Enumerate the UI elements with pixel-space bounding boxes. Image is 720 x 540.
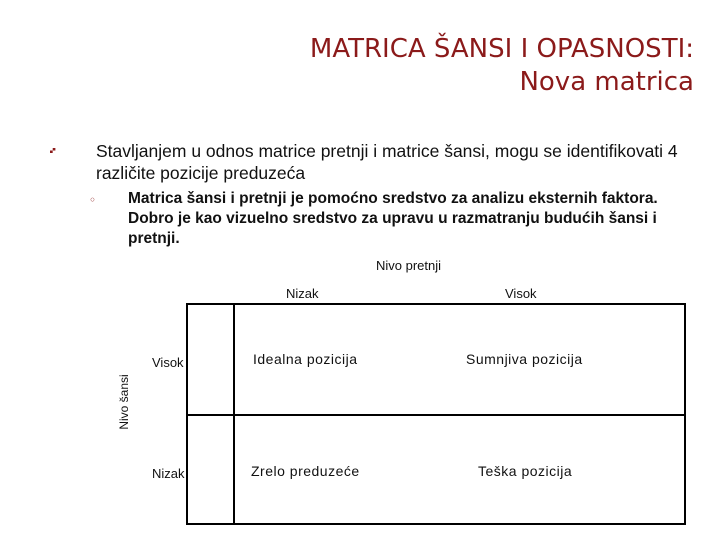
title-line-2: Nova matrica xyxy=(519,67,694,97)
bullet-text-level-1: Stavljanjem u odnos matrice pretnji i matrice šansi, mogu se identifikovati 4 različite pozicije preduzeća xyxy=(96,141,678,183)
page-title xyxy=(94,33,694,99)
x-axis-title: Nivo pretnji xyxy=(376,258,442,273)
title-line-1: MATRICA ŠANSI I OPASNOSTI: xyxy=(309,34,694,64)
bullet-icon: 🙾 xyxy=(50,146,56,156)
matrix-horizontal-divider xyxy=(186,414,686,416)
circle-bullet-icon: ◦ xyxy=(89,193,97,207)
x-high-label: Visok xyxy=(505,286,537,301)
cell-top-right: Sumnjiva pozicija xyxy=(466,351,583,367)
x-low-label: Nizak xyxy=(286,286,319,301)
cell-top-left: Idealna pozicija xyxy=(253,351,358,367)
cell-bottom-right: Teška pozicija xyxy=(478,463,573,479)
y-low-label: Nizak xyxy=(152,466,185,481)
y-high-label: Visok xyxy=(152,355,184,370)
bullet-text-level-2: Matrica šansi i pretnji je pomoćno sredstvo za analizu eksternih faktora. Dobro je kao vizuelno sredstvo za upravu u razmatranju budućih šansi i pretnji. xyxy=(128,190,658,247)
cell-bottom-left: Zrelo preduzeće xyxy=(251,463,360,479)
y-axis-title: Nivo šansi xyxy=(117,374,131,430)
